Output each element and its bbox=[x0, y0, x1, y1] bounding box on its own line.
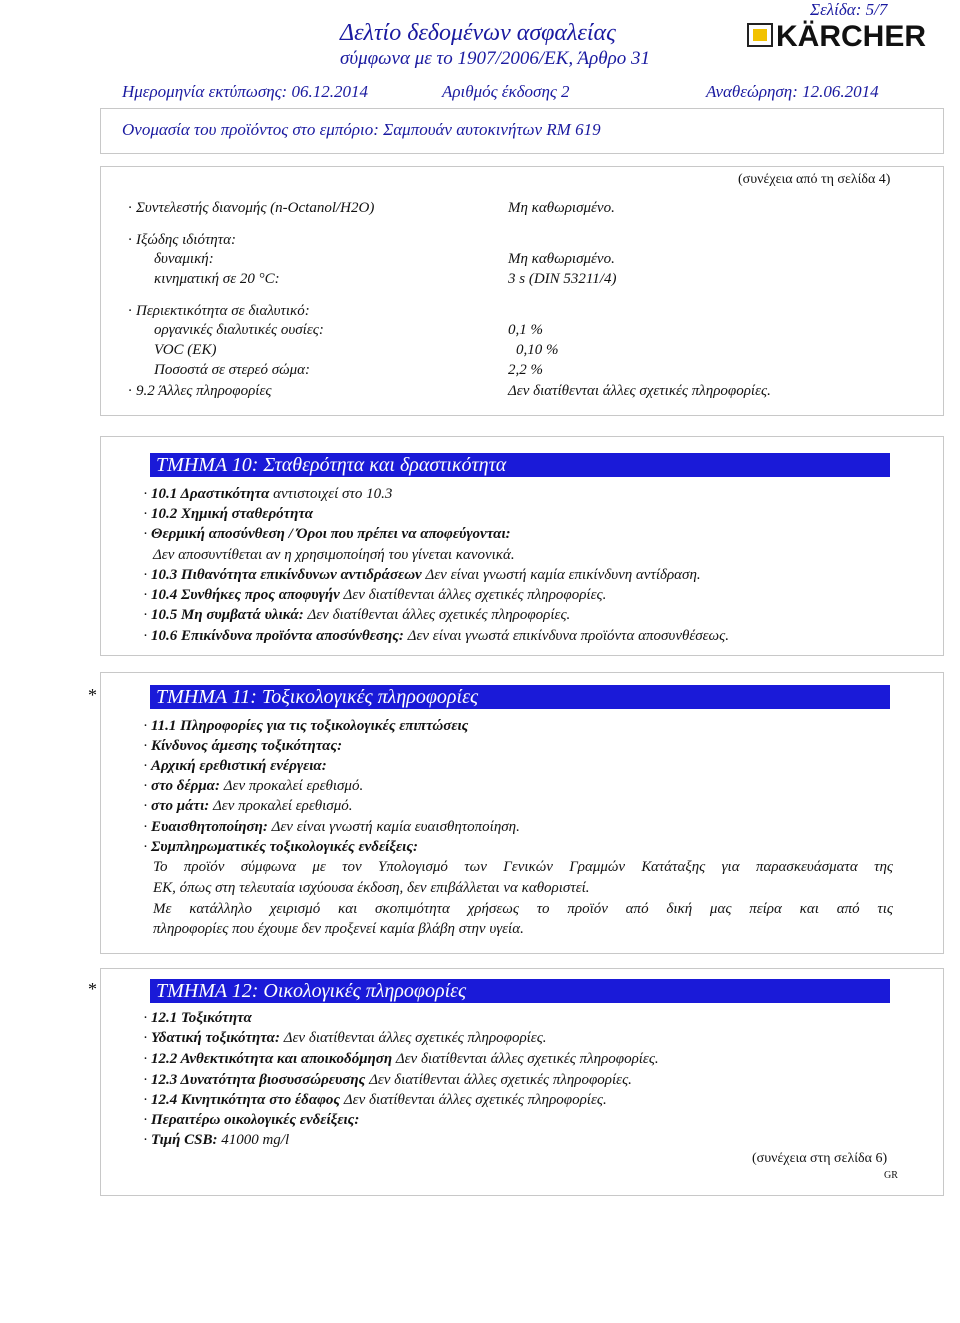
partition-label: · Συντελεστής διανομής (n-Octanol/H2O) bbox=[128, 200, 375, 216]
revision-date: Αναθεώρηση: 12.06.2014 bbox=[706, 82, 879, 101]
s10-conditions-avoid: · 10.4 Συνθήκες προς αποφυγήν Δεν διατίθενται άλλες σχετικές πληροφορίες. bbox=[143, 587, 607, 603]
s10-chemical-stability: · 10.2 Χημική σταθερότητα bbox=[143, 506, 314, 522]
s10-reactivity: · 10.1 Δραστικότητα αντιστοιχεί στο 10.3 bbox=[143, 486, 393, 502]
print-date: Ημερομηνία εκτύπωσης: 06.12.2014 bbox=[122, 82, 368, 101]
partition-value: Μη καθωρισμένο. bbox=[508, 200, 615, 216]
karcher-logo bbox=[746, 10, 954, 58]
voc-label: VOC (ΕΚ) bbox=[154, 342, 217, 358]
organic-label: οργανικές διαλυτικές ουσίες: bbox=[154, 322, 324, 338]
s10-hazardous-reactions: · 10.3 Πιθανότητα επικίνδυνων αντιδράσεων Δεν είναι γνωστή καμία επικίνδυνη αντίδραση. bbox=[143, 567, 701, 583]
solid-label: Ποσοστά σε στερεό σώμα: bbox=[154, 362, 310, 378]
s11-change-marker: * bbox=[88, 685, 97, 705]
s11-para1-line1: Το προϊόν σύμφωνα με τον Υπολογισμό των Γενικών Γραμμών Κατάταξης για παρασκευάσματα της bbox=[153, 859, 893, 875]
section12-title: ΤΜΗΜΑ 12: Οικολογικές πληροφορίες bbox=[150, 979, 890, 1003]
s11-para2-line2: πληροφορίες που έχουμε δεν προξενεί καμία βλάβη στην υγεία. bbox=[153, 921, 524, 937]
organic-value: 0,1 % bbox=[508, 322, 543, 338]
continued-from: (συνέχεια από τη σελίδα 4) bbox=[738, 172, 891, 187]
s10-thermal-value: Δεν αποσυντίθεται αν η χρησιμοποίησή του γίνεται κανονικά. bbox=[153, 547, 515, 563]
s12-bioaccumulation: · 12.3 Δυνατότητα βιοσυσσώρευσης Δεν διατίθενται άλλες σχετικές πληροφορίες. bbox=[143, 1072, 632, 1088]
section11-title: ΤΜΗΜΑ 11: Τοξικολογικές πληροφορίες bbox=[150, 685, 890, 709]
s11-acute-toxicity: · Κίνδυνος άμεσης τοξικότητας: bbox=[143, 738, 343, 754]
s12-change-marker: * bbox=[88, 979, 97, 999]
s11-sensitisation: · Ευαισθητοποίηση: Δεν είναι γνωστή καμία ευαισθητοποίηση. bbox=[143, 819, 520, 835]
brand-name: KÄRCHER bbox=[776, 20, 926, 53]
s10-decomposition-products: · 10.6 Επικίνδυνα προϊόντα αποσύνθεσης: Δεν είναι γνωστά επικίνδυνα προϊόντα αποσυνθέσεως. bbox=[143, 628, 729, 644]
s11-para1-line2: ΕΚ, όπως στη τελευταία ισχύουσα έκδοση, δεν επιβάλλεται να καθοριστεί. bbox=[153, 880, 590, 896]
kinematic-value: 3 s (DIN 53211/4) bbox=[508, 271, 617, 287]
dynamic-value: Μη καθωρισμένο. bbox=[508, 251, 615, 267]
document-subtitle: σύμφωνα με το 1907/2006/ΕΚ, Άρθρο 31 bbox=[340, 48, 650, 69]
s11-skin: · στο δέρμα: Δεν προκαλεί ερεθισμό. bbox=[143, 778, 364, 794]
s11-additional: · Συμπληρωματικές τοξικολογικές ενδείξεις: bbox=[143, 839, 419, 855]
viscosity-label: · Ιξώδης ιδιότητα: bbox=[128, 232, 236, 248]
edition-number: Αριθμός έκδοσης 2 bbox=[442, 82, 570, 101]
continued-to: (συνέχεια στη σελίδα 6) bbox=[752, 1151, 888, 1166]
document-title: Δελτίο δεδομένων ασφαλείας bbox=[340, 20, 616, 46]
s11-eye: · στο μάτι: Δεν προκαλεί ερεθισμό. bbox=[143, 798, 353, 814]
s12-csb: · Τιμή CSB: 41000 mg/l bbox=[143, 1132, 290, 1148]
s12-toxicity: · 12.1 Τοξικότητα bbox=[143, 1010, 252, 1026]
s12-aquatic: · Υδατική τοξικότητα: Δεν διατίθενται άλλες σχετικές πληροφορίες. bbox=[143, 1030, 547, 1046]
page-number: Σελίδα: 5/7 bbox=[810, 0, 888, 19]
solvent-label: · Περιεκτικότητα σε διαλυτικό: bbox=[128, 303, 310, 319]
solid-value: 2,2 % bbox=[508, 362, 543, 378]
s10-incompatible: · 10.5 Μη συμβατά υλικά: Δεν διατίθενται άλλες σχετικές πληροφορίες. bbox=[143, 607, 571, 623]
s11-info: · 11.1 Πληροφορίες για τις τοξικολογικές επιπτώσεις bbox=[143, 718, 469, 734]
voc-value: 0,10 % bbox=[516, 342, 559, 358]
s12-persistence: · 12.2 Ανθεκτικότητα και αποικοδόμηση Δεν διατίθενται άλλες σχετικές πληροφορίες. bbox=[143, 1051, 659, 1067]
s12-further: · Περαιτέρω οικολογικές ενδείξεις: bbox=[143, 1112, 360, 1128]
dynamic-label: δυναμική: bbox=[154, 251, 214, 267]
kinematic-label: κινηματική σε 20 °C: bbox=[154, 271, 280, 287]
language-code: GR bbox=[884, 1170, 898, 1181]
section10-title: ΤΜΗΜΑ 10: Σταθερότητα και δραστικότητα bbox=[150, 453, 890, 477]
s12-mobility: · 12.4 Κινητικότητα στο έδαφος Δεν διατίθενται άλλες σχετικές πληροφορίες. bbox=[143, 1092, 607, 1108]
product-name: Ονομασία του προϊόντος στο εμπόριο: Σαμπουάν αυτοκινήτων RM 619 bbox=[122, 120, 601, 139]
s11-para2-line1: Με κατάλληλο χειρισμό και σκοπιμότητα χρήσεως το προϊόν από δική μας πείρα και από τις bbox=[153, 901, 893, 917]
other-info-label: · 9.2 Άλλες πληροφορίες bbox=[128, 383, 272, 399]
s10-thermal-decomposition: · Θερμική αποσύνθεση / Όροι που πρέπει να αποφεύγονται: bbox=[143, 526, 511, 542]
other-info-value: Δεν διατίθενται άλλες σχετικές πληροφορίες. bbox=[508, 383, 771, 399]
s11-primary-irritant: · Αρχική ερεθιστική ενέργεια: bbox=[143, 758, 327, 774]
